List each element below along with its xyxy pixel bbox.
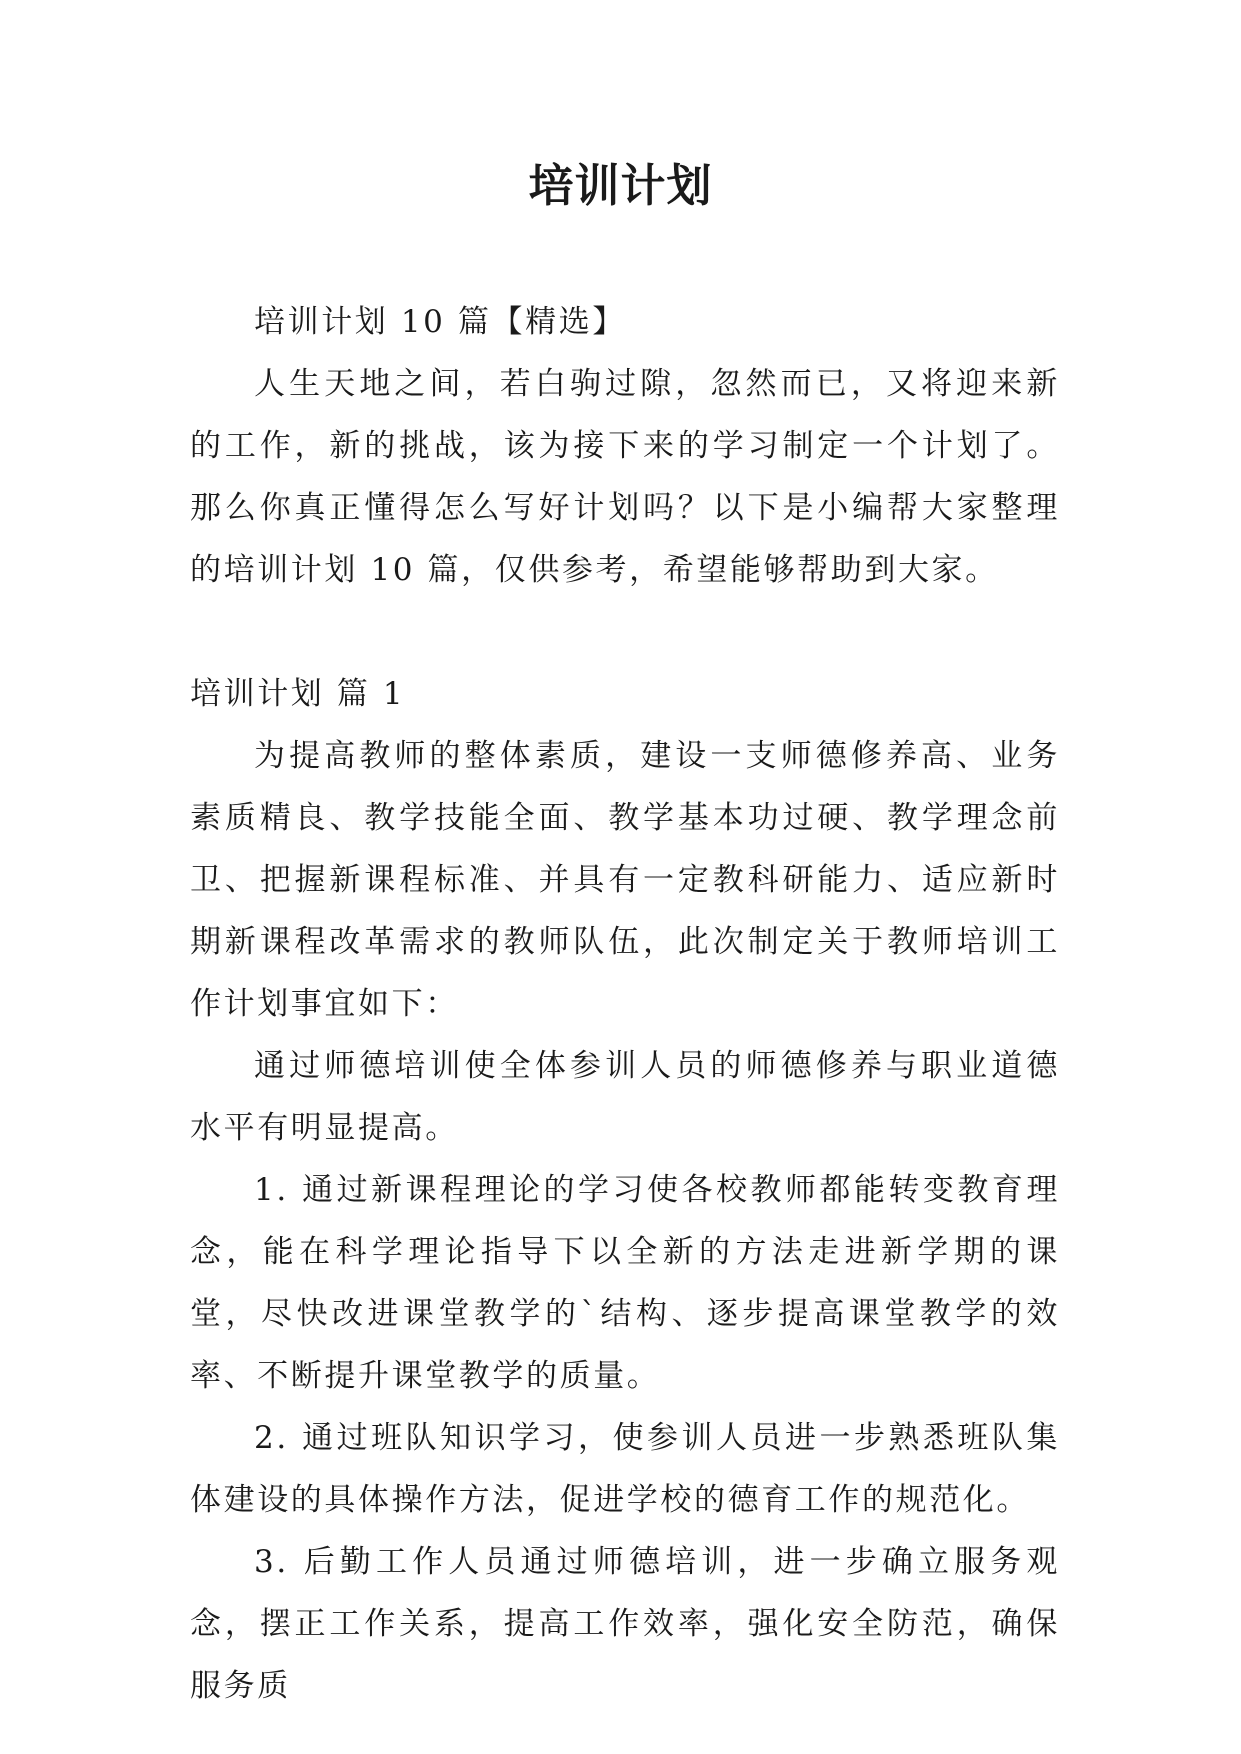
section-paragraph: 通过师德培训使全体参训人员的师德修养与职业道德水平有明显提高。 <box>190 1048 1060 1146</box>
section-paragraph: 3. 后勤工作人员通过师德培训，进一步确立服务观念，摆正工作关系，提高工作效率，强化安全防范，确保服务质 <box>190 1544 1060 1704</box>
document-subtitle: 培训计划 10 篇【精选】 <box>254 304 626 340</box>
section-paragraph: 1. 通过新课程理论的学习使各校教师都能转变教育理念，能在科学理论指导下以全新的方法走进新学期的课堂，尽快改进课堂教学的`结构、逐步提高课堂教学的效率、不断提升课堂教学的质量。 <box>190 1172 1060 1394</box>
document-body <box>190 291 1060 1717</box>
section-heading: 培训计划 篇 1 <box>190 676 406 712</box>
section-paragraph: 为提高教师的整体素质，建设一支师德修养高、业务素质精良、教学技能全面、教学基本功过硬、教学理念前卫、把握新课程标准、并具有一定教科研能力、适应新时期新课程改革需求的教师队伍，此次制定关于教师培训工作计划事宜如下： <box>190 738 1060 1022</box>
paragraph-spacer <box>190 601 1060 663</box>
section-paragraph: 2. 通过班队知识学习，使参训人员进一步熟悉班队集体建设的具体操作方法，促进学校的德育工作的规范化。 <box>190 1420 1060 1518</box>
intro-paragraph: 人生天地之间，若白驹过隙，忽然而已，又将迎来新的工作，新的挑战，该为接下来的学习制定一个计划了。那么你真正懂得怎么写好计划吗？以下是小编帮大家整理的培训计划 10 篇，仅供参考，希望能够帮助到大家。 <box>190 366 1060 588</box>
document-title: 培训计划 <box>528 159 713 212</box>
